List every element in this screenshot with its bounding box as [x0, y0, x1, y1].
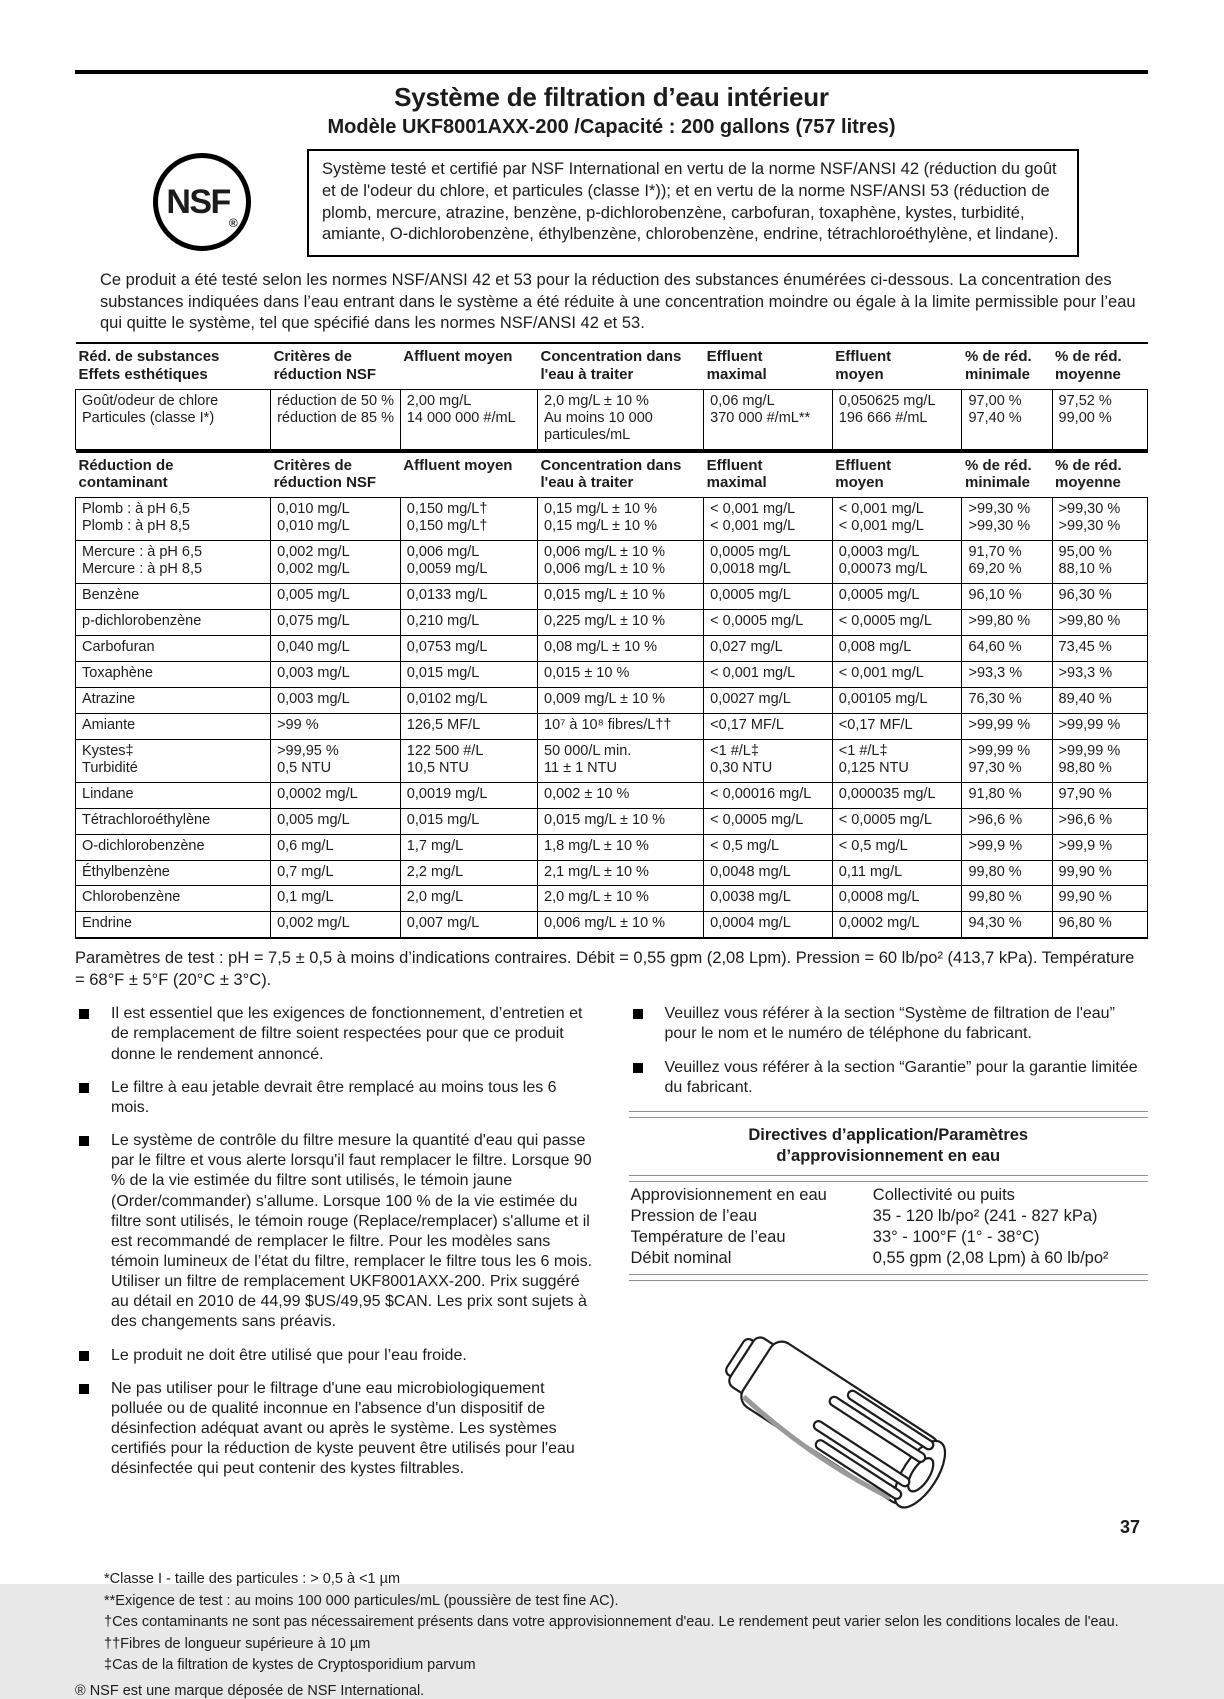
table-cell: 97,90 % — [1052, 782, 1147, 808]
table-cell: <0,17 MF/L — [704, 713, 833, 739]
bullet-square-icon — [633, 1063, 643, 1073]
table-cell: >93,3 % — [962, 661, 1052, 687]
table-cell: 0,006 mg/L 0,0059 mg/L — [400, 541, 537, 584]
table-cell: 0,002 mg/L 0,002 mg/L — [271, 541, 401, 584]
top-rule — [75, 70, 1148, 74]
bullet-text: Veuillez vous référer à la section “Garantie” pour la garantie limitée du fabricant. — [664, 1058, 1138, 1096]
table-row — [76, 739, 1148, 782]
table-cell: 96,80 % — [1052, 912, 1147, 938]
table-cell: <1 #/L‡ 0,125 NTU — [832, 739, 962, 782]
table-cell: 0,11 mg/L — [832, 860, 962, 886]
table-cell: <1 #/L‡ 0,30 NTU — [704, 739, 833, 782]
table-cell: 0,225 mg/L ± 10 % — [538, 610, 704, 636]
table-cell: 2,0 mg/L ± 10 % Au moins 10 000 particules/mL — [538, 389, 704, 449]
table-row — [76, 498, 1148, 541]
table-cell: < 0,0005 mg/L — [704, 610, 833, 636]
table-cell: 0,0048 mg/L — [704, 860, 833, 886]
bullet-text: Veuillez vous référer à la section “Système de filtration de l'eau” pour le nom et le numéro de téléphone du fabricant. — [664, 1005, 1115, 1043]
table-cell: 0,002 ± 10 % — [538, 782, 704, 808]
table-cell: 0,0008 mg/L — [832, 886, 962, 912]
table-cell: 2,2 mg/L — [400, 860, 537, 886]
directive-value: Collectivité ou puits — [872, 1186, 1015, 1205]
table-row — [76, 834, 1148, 860]
table-cell: 0,0002 mg/L — [832, 912, 962, 938]
directive-value: 0,55 gpm (2,08 Lpm) à 60 lb/po² — [872, 1249, 1109, 1267]
table-cell: 0,015 mg/L ± 10 % — [538, 808, 704, 834]
table-cell: >99,99 % 97,30 % — [962, 739, 1052, 782]
table-cell: Plomb : à pH 6,5 Plomb : à pH 8,5 — [76, 498, 271, 541]
table-cell: 0,0005 mg/L — [832, 584, 962, 610]
table-row — [76, 886, 1148, 912]
table-cell: >99,80 % — [962, 610, 1052, 636]
table-cell: 96,30 % — [1052, 584, 1147, 610]
table-cell: réduction de 50 % réduction de 85 % — [271, 389, 401, 449]
table-cell: < 0,0005 mg/L — [704, 808, 833, 834]
table-row — [76, 782, 1148, 808]
footnote: ‡Cas de la filtration de kystes de Cryptosporidium parvum — [104, 1657, 476, 1674]
table-cell: 0,040 mg/L — [271, 635, 401, 661]
table-row — [76, 808, 1148, 834]
column-header: Réduction de contaminant — [76, 451, 271, 498]
column-header: Concentration dans l'eau à traiter — [538, 343, 704, 389]
table-cell: 0,0002 mg/L — [271, 782, 401, 808]
table-cell: 97,52 % 99,00 % — [1052, 389, 1147, 449]
directives-title-line2: d’approvisionnement en eau — [776, 1147, 1001, 1166]
trademark-note: ® NSF est une marque déposée de NSF International. — [75, 1683, 425, 1699]
footnote: *Classe I - taille des particules : > 0,5 à <1 µm — [104, 1571, 401, 1588]
column-header: Effluent moyen — [832, 343, 962, 389]
directive-label: Pression de l’eau — [630, 1207, 758, 1226]
table-cell: >93,3 % — [1052, 661, 1147, 687]
table-cell: 0,0004 mg/L — [704, 912, 833, 938]
bullet-text: Il est essentiel que les exigences de fonctionnement, d’entretien et de remplacement de filtre soient respectées pour que ce produit donne le rendement annoncé. — [111, 1005, 583, 1063]
table-cell: 0,000035 mg/L — [832, 782, 962, 808]
table-cell: 0,6 mg/L — [271, 834, 401, 860]
table-cell: 99,80 % — [962, 886, 1052, 912]
filter-cartridge-drawing — [681, 1301, 1001, 1551]
nsf-logo-icon — [153, 153, 251, 251]
table-cell: 0,007 mg/L — [400, 912, 537, 938]
table-cell: 0,0102 mg/L — [400, 687, 537, 713]
table-cell: 91,70 % 69,20 % — [962, 541, 1052, 584]
table-cell: 64,60 % — [962, 635, 1052, 661]
table-cell: 122 500 #/L 10,5 NTU — [400, 739, 537, 782]
column-header: Affluent moyen — [400, 451, 537, 498]
bullet-text: Le produit ne doit être utilisé que pour l’eau froide. — [111, 1346, 467, 1364]
footnote: **Exigence de test : au moins 100 000 particules/mL (poussière de test fine AC). — [104, 1592, 619, 1609]
bullet-text: Ne pas utiliser pour le filtrage d'une eau microbiologiquement polluée ou de qualité inconnue en l'absence d'un dispositif de désinfection adéquat avant ou après le système. Les systèmes certifiés pour la réduction de kyste peuvent être utilisés pour l'eau désinfectée qui peut contenir des kystes filtrables. — [111, 1379, 575, 1478]
column-header: % de réd. minimale — [962, 343, 1052, 389]
table-cell: 0,005 mg/L — [271, 584, 401, 610]
table-cell: Chlorobenzène — [76, 886, 271, 912]
table-cell: 0,015 mg/L ± 10 % — [538, 584, 704, 610]
table-cell: 76,30 % — [962, 687, 1052, 713]
table-cell: >99,80 % — [1052, 610, 1147, 636]
column-header: % de réd. moyenne — [1052, 343, 1147, 389]
table-cell: Toxaphène — [76, 661, 271, 687]
intro-paragraph: Ce produit a été testé selon les normes NSF/ANSI 42 et 53 pour la réduction des substances énumérées ci-dessous. La concentration des substances indiquées dans l’eau entrant dans le système a été réduite à une concentration moindre ou égale à la limite permissible pour l’eau qui quitte le système, tel que spécifié dans les normes NSF/ANSI 42 et 53. — [100, 271, 1136, 332]
table-cell: Tétrachloroéthylène — [76, 808, 271, 834]
bullet-square-icon — [79, 1384, 89, 1394]
table-cell: 89,40 % — [1052, 687, 1147, 713]
table-cell: 2,00 mg/L 14 000 000 #/mL — [400, 389, 537, 449]
table-cell: 0,015 mg/L — [400, 661, 537, 687]
list-item — [75, 1078, 595, 1118]
table-cell: 0,006 mg/L ± 10 % 0,006 mg/L ± 10 % — [538, 541, 704, 584]
table-cell: 0,050625 mg/L 196 666 #/mL — [832, 389, 962, 449]
page-title: Système de filtration d’eau intérieur — [394, 82, 829, 112]
directive-row — [631, 1248, 1147, 1269]
directive-row — [631, 1185, 1147, 1206]
bullet-square-icon — [79, 1136, 89, 1146]
directives-title-line1: Directives d’application/Paramètres — [748, 1126, 1029, 1145]
table-row — [76, 713, 1148, 739]
list-item — [629, 1004, 1149, 1044]
directive-value: 35 - 120 lb/po² (241 - 827 kPa) — [872, 1207, 1098, 1226]
table-cell: >99 % — [271, 713, 401, 739]
table-cell: 0,06 mg/L 370 000 #/mL** — [704, 389, 833, 449]
right-column — [629, 1004, 1149, 1556]
table-cell: Endrine — [76, 912, 271, 938]
directive-label: Température de l’eau — [630, 1228, 786, 1247]
gray-divider — [629, 1111, 1149, 1119]
list-item — [75, 1346, 595, 1366]
table-cell: 0,015 mg/L — [400, 808, 537, 834]
table-cell: 0,009 mg/L ± 10 % — [538, 687, 704, 713]
table-cell: 0,003 mg/L — [271, 661, 401, 687]
footnote: †Ces contaminants ne sont pas nécessairement présents dans votre approvisionnement d'eau. Le rendement peut varier selon les conditions locales de l'eau. — [104, 1614, 1119, 1631]
two-column-section — [75, 1004, 1148, 1556]
table-cell: >99,30 % >99,30 % — [1052, 498, 1147, 541]
table-cell: 126,5 MF/L — [400, 713, 537, 739]
table-cell: 97,00 % 97,40 % — [962, 389, 1052, 449]
table-row — [76, 687, 1148, 713]
bullet-square-icon — [79, 1009, 89, 1019]
table-cell: Mercure : à pH 6,5 Mercure : à pH 8,5 — [76, 541, 271, 584]
table-cell: 0,075 mg/L — [271, 610, 401, 636]
table-cell: < 0,00016 mg/L — [704, 782, 833, 808]
table-cell: 0,7 mg/L — [271, 860, 401, 886]
directive-label: Débit nominal — [630, 1249, 732, 1267]
table-cell: 73,45 % — [1052, 635, 1147, 661]
table-cell: < 0,5 mg/L — [832, 834, 962, 860]
table-cell: 0,027 mg/L — [704, 635, 833, 661]
table-row — [76, 610, 1148, 636]
table-row — [76, 860, 1148, 886]
column-header: Effluent moyen — [832, 451, 962, 498]
table-row — [76, 389, 1148, 449]
table-cell: < 0,0005 mg/L — [832, 808, 962, 834]
table-cell: 0,0133 mg/L — [400, 584, 537, 610]
column-header: Critères de réduction NSF — [271, 451, 401, 498]
substance-reduction-table — [75, 342, 1148, 449]
bullet-text: Le système de contrôle du filtre mesure la quantité d'eau qui passe par le filtre et vous alerte lorsqu'il faut remplacer le filtre. Lorsque 90 % de la vie estimée du filtre sont utilisés, le témoin jaune (Order/commander) s'allume. Lorsque 100 % de la vie estimée du filtre sont utilisés, le témoin rouge (Replace/remplacer) s'allume et il est recommandé de remplacer le filtre. Pour les modèles sans témoin lumineux de l’état du filtre, remplacer le filtre tous les 6 mois. Utiliser un filtre de remplacement UKF8001AXX-200. Prix suggéré au détail en 2010 de 44,99 $US/49,95 $CAN. Les prix sont sujets à des changements sans préavis. — [111, 1132, 593, 1331]
table-cell: Benzène — [76, 584, 271, 610]
table-cell: 91,80 % — [962, 782, 1052, 808]
table-cell: >99,95 % 0,5 NTU — [271, 739, 401, 782]
table-cell: 0,1 mg/L — [271, 886, 401, 912]
water-filter-illustration — [681, 1301, 1149, 1556]
column-header: Réd. de substances Effets esthétiques — [76, 343, 271, 389]
table-cell: 0,0005 mg/L — [704, 584, 833, 610]
column-header: Effluent maximal — [704, 343, 833, 389]
table-cell: Amiante — [76, 713, 271, 739]
table-cell: >99,9 % — [1052, 834, 1147, 860]
nsf-certification-section — [75, 149, 1148, 257]
table-cell: 10⁷ à 10⁸ fibres/L†† — [538, 713, 704, 739]
table-cell: 0,150 mg/L† 0,150 mg/L† — [400, 498, 537, 541]
bullet-square-icon — [79, 1351, 89, 1361]
table-cell: < 0,001 mg/L — [704, 661, 833, 687]
table-cell: < 0,001 mg/L < 0,001 mg/L — [704, 498, 833, 541]
table-cell: Atrazine — [76, 687, 271, 713]
table-cell: < 0,0005 mg/L — [832, 610, 962, 636]
table-cell: >99,99 % 98,80 % — [1052, 739, 1147, 782]
list-item — [629, 1058, 1149, 1098]
gray-divider — [629, 1274, 1149, 1282]
page-number: 37 — [1119, 1517, 1140, 1537]
table-cell: 50 000/L min. 11 ± 1 NTU — [538, 739, 704, 782]
directives-box — [629, 1111, 1149, 1282]
table-cell: Goût/odeur de chlore Particules (classe I*) — [76, 389, 271, 449]
table-cell: 0,0003 mg/L 0,00073 mg/L — [832, 541, 962, 584]
directive-row — [631, 1227, 1147, 1248]
table-row — [76, 541, 1148, 584]
table-cell: 1,8 mg/L ± 10 % — [538, 834, 704, 860]
table-cell: 2,0 mg/L ± 10 % — [538, 886, 704, 912]
right-bullet-list — [629, 1004, 1149, 1098]
table-cell: 0,0753 mg/L — [400, 635, 537, 661]
page-subtitle: Modèle UKF8001AXX-200 /Capacité : 200 gallons (757 litres) — [327, 116, 896, 138]
gray-divider — [629, 1175, 1149, 1183]
table-cell: 0,08 mg/L ± 10 % — [538, 635, 704, 661]
nsf-logo-text: NSF — [166, 182, 230, 221]
column-header: % de réd. moyenne — [1052, 451, 1147, 498]
table-cell: Kystes‡ Turbidité — [76, 739, 271, 782]
bullet-square-icon — [79, 1083, 89, 1093]
test-parameters: Paramètres de test : pH = 7,5 ± 0,5 à moins d’indications contraires. Débit = 0,55 gpm (2,08 Lpm). Pression = 60 lb/po² (413,7 kPa). Température = 68°F ± 5°F (20°C ± 3°C). — [75, 949, 1135, 989]
table-cell: 0,0005 mg/L 0,0018 mg/L — [704, 541, 833, 584]
header-row — [76, 451, 1148, 498]
column-header: Affluent moyen — [400, 343, 537, 389]
column-header: Concentration dans l'eau à traiter — [538, 451, 704, 498]
directives-title — [629, 1118, 1149, 1174]
table-cell: >99,99 % — [962, 713, 1052, 739]
table-cell: >99,9 % — [962, 834, 1052, 860]
table-row — [76, 661, 1148, 687]
table-cell: 99,80 % — [962, 860, 1052, 886]
table-cell: 0,002 mg/L — [271, 912, 401, 938]
table-cell: < 0,001 mg/L — [832, 661, 962, 687]
table-cell: 0,0019 mg/L — [400, 782, 537, 808]
table-cell: >99,30 % >99,30 % — [962, 498, 1052, 541]
table-cell: < 0,001 mg/L < 0,001 mg/L — [832, 498, 962, 541]
column-header: Effluent maximal — [704, 451, 833, 498]
bullet-text: Le filtre à eau jetable devrait être remplacé au moins tous les 6 mois. — [111, 1078, 557, 1116]
table-cell: Lindane — [76, 782, 271, 808]
table-cell: 0,005 mg/L — [271, 808, 401, 834]
table-cell: Carbofuran — [76, 635, 271, 661]
directives-table — [629, 1182, 1149, 1274]
table-cell: 0,00105 mg/L — [832, 687, 962, 713]
list-item — [75, 1004, 595, 1064]
registered-mark: ® — [228, 216, 238, 230]
table-cell: 96,10 % — [962, 584, 1052, 610]
column-header: Critères de réduction NSF — [271, 343, 401, 389]
list-item — [75, 1379, 595, 1480]
table-cell: 0,015 ± 10 % — [538, 661, 704, 687]
bullet-square-icon — [633, 1009, 643, 1019]
table-cell: 0,15 mg/L ± 10 % 0,15 mg/L ± 10 % — [538, 498, 704, 541]
table-cell: Éthylbenzène — [76, 860, 271, 886]
table-cell: O-dichlorobenzène — [76, 834, 271, 860]
column-header: % de réd. minimale — [962, 451, 1052, 498]
table-cell: < 0,5 mg/L — [704, 834, 833, 860]
table-cell: 99,90 % — [1052, 886, 1147, 912]
footnotes — [75, 1571, 1148, 1674]
table-cell: 2,0 mg/L — [400, 886, 537, 912]
contaminant-reduction-table — [75, 450, 1148, 940]
table-cell: >99,99 % — [1052, 713, 1147, 739]
table-cell: 1,7 mg/L — [400, 834, 537, 860]
table-row — [76, 912, 1148, 938]
left-bullet-list — [75, 1004, 595, 1556]
table-cell: 0,008 mg/L — [832, 635, 962, 661]
directive-row — [631, 1206, 1147, 1227]
table-cell: 0,0038 mg/L — [704, 886, 833, 912]
table-cell: <0,17 MF/L — [832, 713, 962, 739]
table-row — [76, 635, 1148, 661]
table-cell: 0,0027 mg/L — [704, 687, 833, 713]
table-cell: 2,1 mg/L ± 10 % — [538, 860, 704, 886]
list-item — [75, 1131, 595, 1333]
table-cell: 0,003 mg/L — [271, 687, 401, 713]
table-cell: >96,6 % — [1052, 808, 1147, 834]
nsf-certification-box: Système testé et certifié par NSF International en vertu de la norme NSF/ANSI 42 (réduction du goût et de l'odeur du chlore, et particules (classe I*)); et en vertu de la norme NSF/ANSI 53 (réduction de plomb, mercure, atrazine, benzène, p-dichlorobenzène, carbofuran, toxaphène, kystes, turbidité, amiante, O-dichlorobenzène, éthylbenzène, chlorobenzène, endrine, tétrachloroéthylène, et lindane). — [307, 149, 1079, 257]
directive-label: Approvisionnement en eau — [630, 1186, 827, 1205]
table-cell: 0,010 mg/L 0,010 mg/L — [271, 498, 401, 541]
table-row — [76, 584, 1148, 610]
table-cell: 95,00 % 88,10 % — [1052, 541, 1147, 584]
table-cell: p-dichlorobenzène — [76, 610, 271, 636]
table-cell: 0,210 mg/L — [400, 610, 537, 636]
header-row — [76, 343, 1148, 389]
directive-value: 33° - 100°F (1° - 38°C) — [872, 1228, 1040, 1247]
table-cell: >96,6 % — [962, 808, 1052, 834]
table-cell: 0,006 mg/L ± 10 % — [538, 912, 704, 938]
footnote: ††Fibres de longueur supérieure à 10 µm — [104, 1635, 371, 1652]
table-cell: 99,90 % — [1052, 860, 1147, 886]
table-cell: 94,30 % — [962, 912, 1052, 938]
